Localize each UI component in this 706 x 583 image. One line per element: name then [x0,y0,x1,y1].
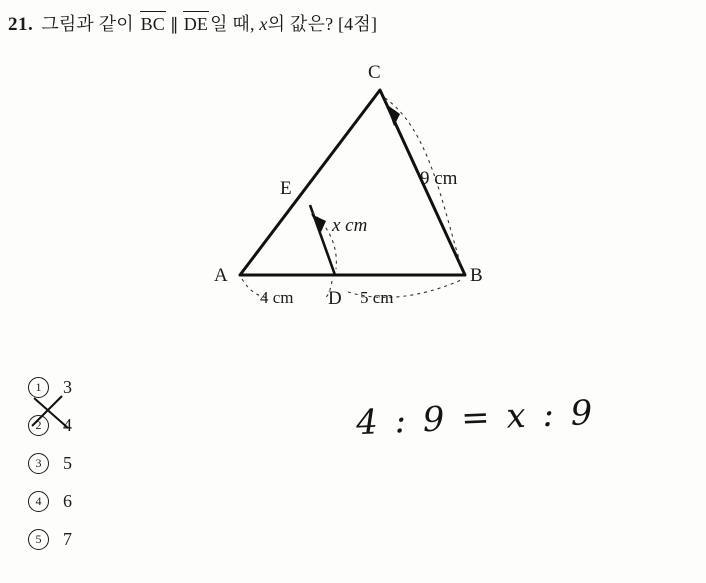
segment-de: DE [183,14,209,34]
question-text-middle: 일 때, [210,14,255,34]
question-text-before: 그림과 같이 [41,14,134,34]
choice-label: 7 [63,528,72,549]
vertex-label-a: A [214,265,228,286]
measure-label-bc: 9 cm [420,168,458,189]
question-text-after: 의 값은? [267,14,334,34]
geometry-figure [180,60,540,320]
choice-marker: 1 [28,377,49,398]
choice-label: 3 [63,376,72,397]
question-line [8,10,377,36]
choice-3[interactable] [28,444,228,482]
measure-label-db: 5 cm [360,288,394,307]
vertex-label-e: E [280,178,292,199]
question-text [41,10,377,36]
parallel-symbol: ∥ [170,15,179,34]
measure-label-de: x cm [332,215,368,236]
handwritten-work: 4 : 9 = x : 9 [355,392,597,444]
choice-1[interactable] [28,368,228,406]
question-variable: x [259,14,268,34]
measure-label-ad: 4 cm [260,288,294,307]
choice-marker: 4 [28,491,49,512]
choice-5[interactable] [28,520,228,558]
vertex-label-d: D [328,288,342,309]
choice-label: 5 [63,452,72,473]
segment-bc: BC [140,14,166,34]
measure-arrow-bc [386,104,400,126]
answer-choices [28,368,228,558]
choice-4[interactable] [28,482,228,520]
choice-marker: 5 [28,529,49,550]
vertex-label-c: C [368,62,381,83]
triangle-diagram [180,60,540,320]
choice-marker: 3 [28,453,49,474]
vertex-label-b: B [470,265,483,286]
choice-2[interactable] [28,406,228,444]
question-number: 21. [8,14,34,35]
choice-label: 6 [63,490,72,511]
question-points: [4점] [337,14,378,34]
choice-marker: 2 [28,415,49,436]
choice-label: 4 [63,414,72,435]
